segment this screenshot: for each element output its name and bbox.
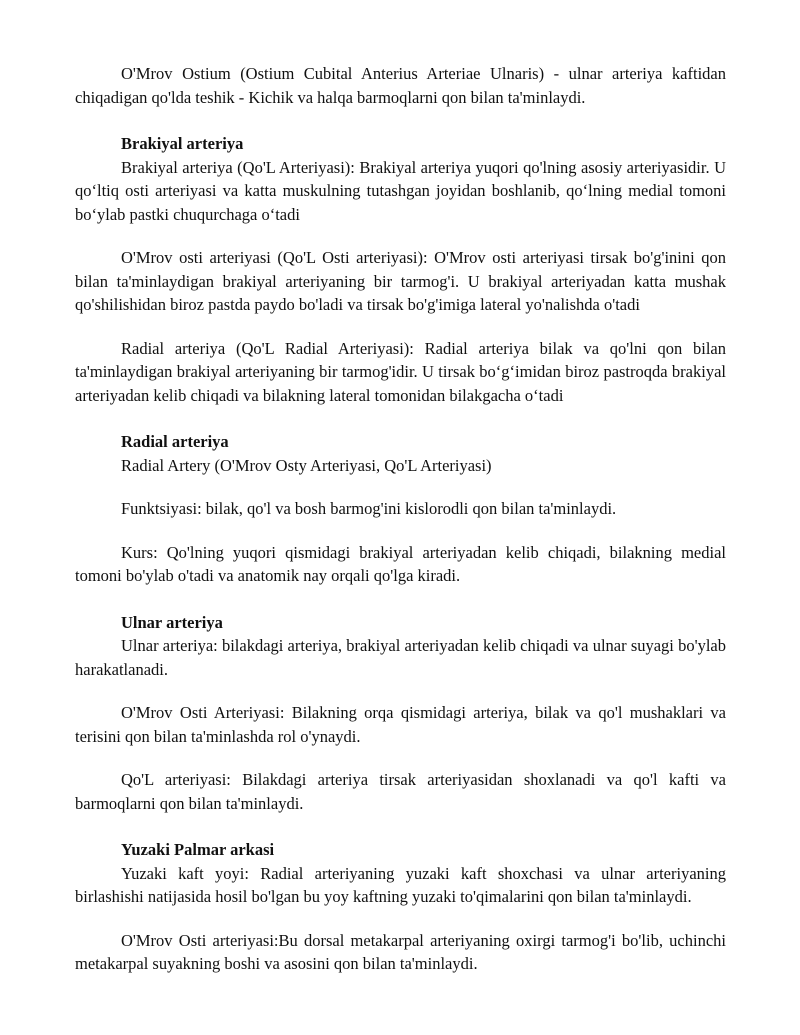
paragraph: O'Mrov Osti arteriyasi:Bu dorsal metakarpal arteriyaning oxirgi tarmog'i bo'lib, uchinchi metakarpal suyakning boshi va asosini qon bilan ta'minlaydi. <box>75 930 726 973</box>
paragraph: Ulnar arteriya: bilakdagi arteriya, brakiyal arteriyadan kelib chiqadi va ulnar suyagi bo'ylab harakatlanadi. <box>75 636 726 679</box>
paragraph: Brakiyal arteriya (Qo'L Arteriyasi): Brakiyal arteriya yuqori qo'lning asosiy arteriyasidir. U qo‘ltiq osti arteriyasi va katta muskulning tutashgan joyidan boshlanib, qo‘lning medial tomoni bo‘ylab pastki chuqurchaga o‘tadi <box>75 157 726 224</box>
paragraph: O'Mrov Ostium (Ostium Cubital Anterius Arteriae Ulnaris) - ulnar arteriya kaftidan chiqadigan qo'lda teshik - Kichik va halqa barmoqlarni qon bilan ta'minlaydi. <box>75 64 726 107</box>
section-heading: Radial arteriya <box>121 432 229 451</box>
section-heading: Brakiyal arteriya <box>121 134 244 153</box>
paragraph: Funktsiyasi: bilak, qo'l va bosh barmog'ini kislorodli qon bilan ta'minlaydi. <box>121 499 617 518</box>
paragraph: O'Mrov Osti Arteriyasi: Bilakning orqa qismidagi arteriya, bilak va qo'l mushaklari va terisini qon bilan ta'minlashda rol o'ynaydi. <box>75 703 726 746</box>
paragraph: O'Mrov osti arteriyasi (Qo'L Osti arteriyasi): O'Mrov osti arteriyasi tirsak bo'g'inini qon bilan ta'minlaydigan brakiyal arteriyaning bir tarmog'i. U brakiyal arteriyadan katta mushak qo'shilishidan biroz pastda paydo bo'ladi va tirsak bo'g'imiga lateral yo'nalishda o'tadi <box>75 248 726 314</box>
paragraph: Radial arteriya (Qo'L Radial Arteriyasi): Radial arteriya bilak va qo'lni qon bilan ta'minlaydigan brakiyal arteriyaning bir tarmog'idir. U tirsak bo‘g‘imidan biroz pastroqda brakiyal arteriyadan kelib chiqadi va bilakning lateral tomonidan bilakgacha o‘tadi <box>75 338 726 405</box>
section-heading: Ulnar arteriya <box>121 612 223 632</box>
document-page <box>75 62 726 976</box>
section-heading: Yuzaki Palmar arkasi <box>121 840 275 859</box>
paragraph: Radial Artery (O'Mrov Osty Arteriyasi, Qo'L Arteriyasi) <box>121 455 492 475</box>
paragraph: Qo'L arteriyasi: Bilakdagi arteriya tirsak arteriyasidan shoxlanadi va qo'l kafti va barmoqlarni qon bilan ta'minlaydi. <box>75 770 726 813</box>
paragraph: Yuzaki kaft yoyi: Radial arteriyaning yuzaki kaft shoxchasi va ulnar arteriyaning birlashishi natijasida hosil bo'lgan bu yoy kaftning yuzaki to'qimalarini qon bilan ta'minlaydi. <box>75 863 726 906</box>
paragraph: Kurs: Qo'lning yuqori qismidagi brakiyal arteriyadan kelib chiqadi, bilakning medial tomoni bo'ylab o'tadi va anatomik nay orqali qo'lga kiradi. <box>75 542 726 585</box>
